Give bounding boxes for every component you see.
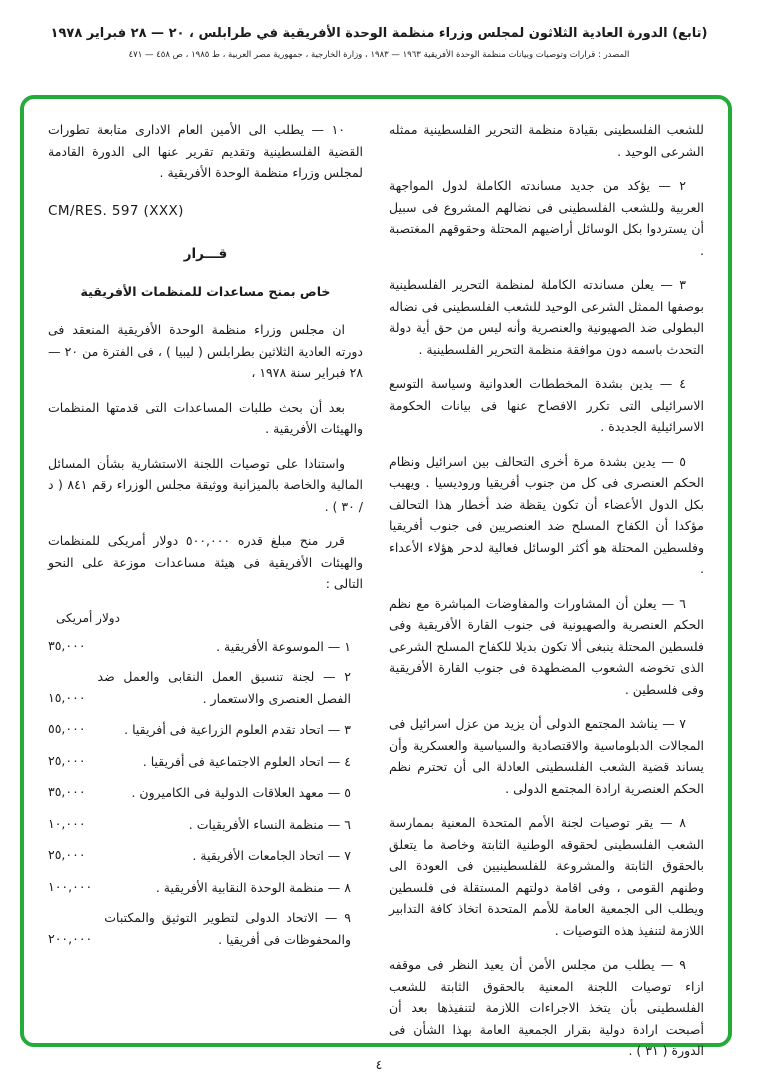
paragraph-item-2: ٢ — يؤكد من جديد مساندته الكاملة لدول المواجهة العربية وللشعب الفلسطينى فى نضالهم المشروع فى سبيل أن يستردوا بكل الوسائل أراضيهم المحتلة وحقوقهم المغتصبة . — [389, 178, 704, 258]
resolution-decision: قرر منح مبلغ قدره ٥٠٠,٠٠٠ دولار أمريكى للمنظمات والهيئات الأفريقية فى هيئة مساعدات موزعة على النحو التالى : — [48, 533, 363, 592]
grant-amount: ١٠٠,٠٠٠ — [48, 878, 93, 894]
left-column — [48, 119, 363, 1027]
grant-row — [48, 718, 363, 741]
amounts-column-header: دولار أمريكى — [56, 610, 120, 625]
grant-label: ٢ — لجنة تنسيق العمل النقابى والعمل ضد الفصل العنصرى والاستعمار . — [97, 669, 351, 706]
grant-row — [48, 781, 363, 804]
grant-amount: ٢٥,٠٠٠ — [48, 752, 86, 768]
grant-row — [48, 813, 363, 836]
paragraph-item-4: ٤ — يدين بشدة المخططات العدوانية وسياسة التوسع الاسرائيلى التى تكرر الافصاح عنها فى بيانات الحكومة الاسرائيلية الجديدة . — [389, 376, 704, 434]
document-frame — [20, 95, 732, 1058]
grant-amount: ٥٥,٠٠٠ — [48, 721, 86, 737]
grant-amount: ٣٥,٠٠٠ — [48, 784, 86, 800]
grant-label: ٩ — الاتحاد الدولى لتطوير التوثيق والمكتبات والمحفوظات فى أفريقيا . — [104, 910, 351, 947]
grant-amount: ١٥,٠٠٠ — [48, 689, 86, 705]
grant-label: ٤ — اتحاد العلوم الاجتماعية فى أفريقيا . — [142, 753, 351, 769]
grant-row — [48, 635, 363, 658]
resolution-considering: بعد أن بحث طلبات المساعدات التى قدمتها المنظمات والهيئات الأفريقية . — [48, 399, 363, 437]
grant-amount: ١٠,٠٠٠ — [48, 815, 86, 831]
grant-label: ٨ — منظمة الوحدة النقابية الأفريقية . — [155, 879, 351, 895]
grant-label: ٥ — معهد العلاقات الدولية فى الكاميرون . — [131, 785, 351, 801]
grant-row — [48, 750, 363, 773]
grant-amount: ٢٥,٠٠٠ — [48, 847, 86, 863]
paragraph-item-5: ٥ — يدين بشدة مرة أخرى التحالف بين اسرائيل ونظام الحكم العنصرى فى كل من جنوب أفريقيا وروديسيا . ويهيب بكل الدول الأعضاء أن تكون يقظة ضد أخطار هذا التحالف مؤكدا أن الكفاح المسلح ضد العنصريين فى جنوب أفريقيا وفلسطين المحتلة هو أكثر الوسائل فعالية لدحر هؤلاء الأعداء . — [389, 453, 704, 576]
resolution-subtitle: خاص بمنح مساعدات للمنظمات الأفريقية — [80, 283, 331, 299]
paragraph-item-8: ٨ — يقر توصيات لجنة الأمم المتحدة المعنية بممارسة الشعب الفلسطينى لحقوقه الوطنية الثابتة وخاصة ما يتعلق بالحقوق الثابتة والمشروعة للفلسطينيين فى العودة الى وطنهم القومى ، وفى اقامة دولتهم المستقلة فى فلسطين ويطلب الى الجمعية العامة للأمم المتحدة اتخاذ كافة التدابير اللازمة لتنفيذ هذه التوصيات . — [389, 815, 704, 938]
grant-label: ٣ — اتحاد تقدم العلوم الزراعية فى أفريقيا . — [124, 722, 351, 738]
paragraph-item-10: ١٠ — يطلب الى الأمين العام الادارى متابعة تطورات القضية الفلسطينية وتقديم تقرير عنها الى الدورة القادمة لمجلس وزراء منظمة الوحدة الأفريقية . — [48, 122, 363, 180]
grant-label: ١ — الموسوعة الأفريقية . — [216, 638, 351, 654]
paragraph-item-7: ٧ — يناشد المجتمع الدولى أن يزيد من عزل اسرائيل فى المجالات الدبلوماسية والاقتصادية والسياسية والعسكرية وأن يساند قضية الشعب الفلسطينى العادلة الى أن تحترم نظم الحكم العنصرية ارادة المجتمع الدولى . — [389, 716, 704, 796]
grant-row — [48, 844, 363, 867]
grant-label: ٧ — اتحاد الجامعات الأفريقية . — [192, 848, 351, 864]
resolution-title: قـــرار — [183, 245, 228, 262]
resolution-recalling: واستنادا على توصيات اللجنة الاستشارية بشأن المسائل المالية والخاصة بالميزانية ووثيقة مجلس الوزراء رقم ٨٤١ ( د / ٣٠ ) . — [48, 455, 363, 514]
header-title: (تابع) الدورة العادية الثلاثون لمجلس وزراء منظمة الوحدة الأفريقية في طرابلس ، ٢٠ — ٢٨ فبراير ١٩٧٨ — [50, 26, 708, 41]
grant-amount: ٣٥,٠٠٠ — [48, 637, 86, 653]
right-column — [389, 119, 704, 1058]
grant-label: ٦ — منظمة النساء الأفريقيات . — [188, 816, 351, 832]
paragraph-item-3: ٣ — يعلن مساندته الكاملة لمنظمة التحرير الفلسطينية بوصفها الممثل الشرعى الوحيد للشعب الفلسطينى فى نضاله البطولى ضد الصهيونية والعنصرية وأنه ليس من حق أية دولة التحدث باسمه دون موافقة منظمة التحرير الفلسطينية . — [389, 277, 704, 357]
paragraph-continuation: للشعب الفلسطينى بقيادة منظمة التحرير الفلسطينية ممثله الشرعى الوحيد . — [389, 122, 704, 159]
document-header — [0, 0, 758, 60]
grant-amount: ٢٠٠,٠٠٠ — [48, 930, 93, 946]
grant-row — [48, 876, 363, 899]
resolution-preamble: ان مجلس وزراء منظمة الوحدة الأفريقية المنعقد فى دورته العادية الثلاثين بطرابلس ( ليبيا ) ، فى الفترة من ٢٠ — ٢٨ فبراير سنة ١٩٧٨ ، — [48, 322, 363, 381]
paragraph-item-6: ٦ — يعلن أن المشاورات والمفاوضات المباشرة مع نظم الحكم العنصرية والصهيونية فى جنوب القارة الأفريقية وفى فلسطين المحتلة ينبغى ألا تكون بديلا للكفاح المسلح الشرعى الذى تخوضه الشعوب المضطهدة فى جنوب القارة الأفريقية وفى فلسطين . — [389, 595, 704, 697]
page-number: ٤ — [375, 1057, 383, 1072]
resolution-code: CM/RES. 597 (XXX) — [48, 202, 184, 219]
grant-row — [48, 666, 363, 709]
two-column-layout — [48, 119, 704, 1058]
source-line: المصدر : قرارات وتوصيات وبيانات منظمة الوحدة الأفريقية ١٩٦٣ — ١٩٨٣ ، وزارة الخارجية ، جمهورية مصر العربية ، ط ١٩٨٥ ، ص ٤٥٨ — ٤٧١ — [128, 50, 630, 60]
grant-row — [48, 907, 363, 950]
paragraph-item-9: ٩ — يطلب من مجلس الأمن أن يعيد النظر فى موقفه ازاء توصيات اللجنة المعنية بالحقوق الثابتة للشعب الفلسطينى بأن يتخذ الاجراءات اللازمة لتنفيذها بعد أن أصبحت ارادة دولية بقرار الجمعية العامة بهذا الشأن فى الدورة ( ٣١ ) . — [389, 957, 704, 1058]
